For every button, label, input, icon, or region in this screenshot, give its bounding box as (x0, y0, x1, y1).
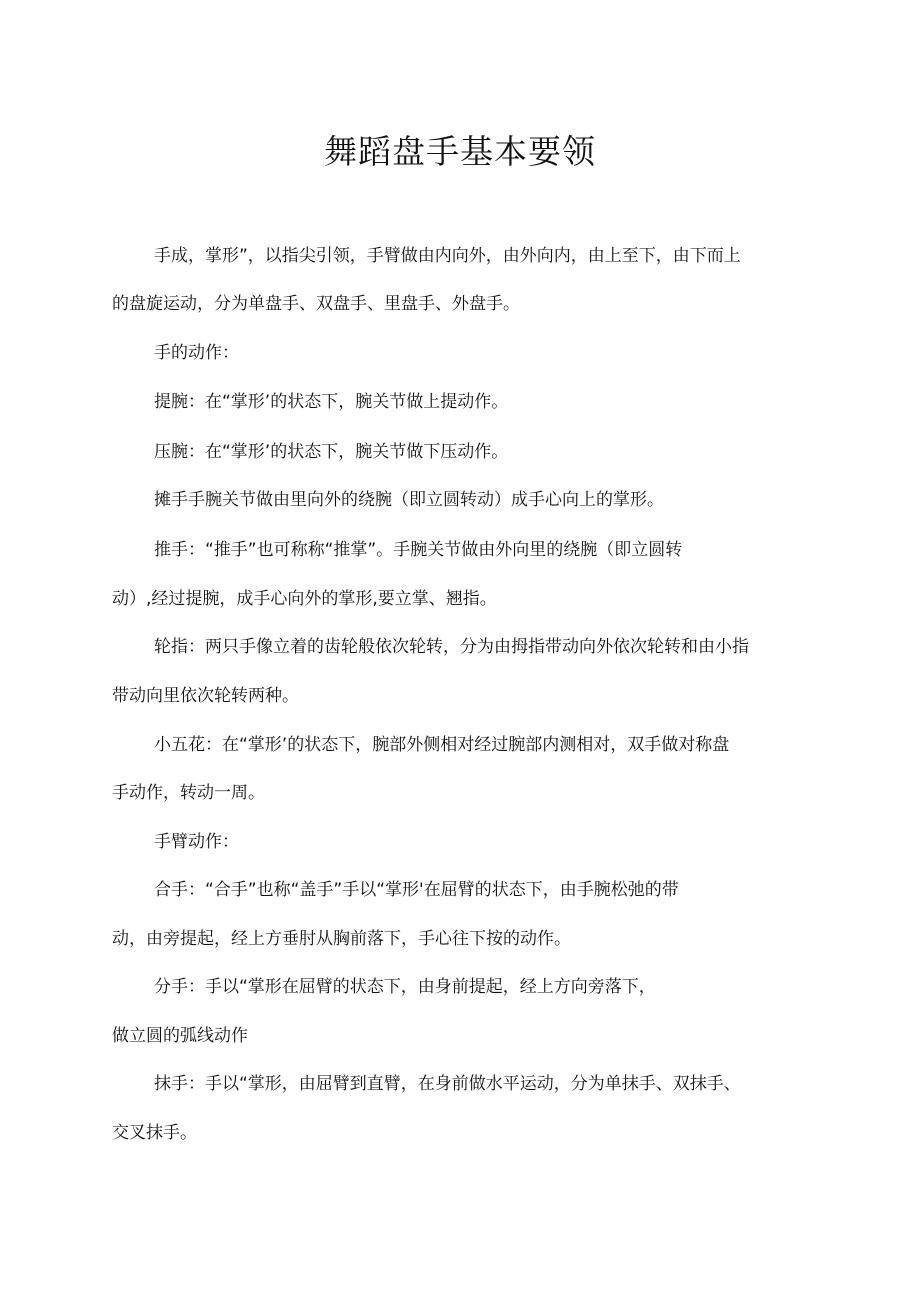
paragraph-line: 轮指：两只手像立着的齿轮般依次轮转，分为由拇指带动向外依次轮转和由小指 (154, 637, 749, 657)
paragraph-line: 摊手手腕关节做由里向外的绕腕（即立圆转动）成手心向上的掌形。 (154, 490, 664, 510)
paragraph-line: 抹手：手以“掌形，由屈臂到直臂，在身前做水平运动，分为单抹手、双抹手、 (154, 1074, 741, 1094)
paragraph-line: 动，由旁提起，经上方垂肘从胸前落下，手心往下按的动作。 (112, 929, 571, 949)
paragraph-line: 手的动作： (154, 343, 239, 363)
paragraph-line: 手动作，转动一周。 (112, 783, 265, 803)
paragraph-line: 的盘旋运动，分为单盘手、双盘手、里盘手、外盘手。 (112, 294, 520, 314)
document-title: 舞蹈盘手基本要领 (324, 132, 596, 171)
paragraph-line: 推手：“推手”也可称称“推掌”。手腕关节做由外向里的绕腕（即立圆转 (154, 540, 683, 560)
paragraph-line: 压腕：在“掌形’的状态下，腕关节做下压动作。 (154, 442, 509, 462)
paragraph-line: 动）,经过提腕，成手心向外的掌形,要立掌、翘指。 (112, 589, 497, 609)
paragraph-line: 手臂动作： (154, 832, 239, 852)
paragraph-line: 交叉抹手。 (112, 1123, 197, 1143)
paragraph-line: 合手：“合手”也称“盖手”手以“掌形'在屈臂的状态下，由手腕松弛的带 (154, 880, 679, 900)
paragraph-line: 小五花：在“掌形’的状态下，腕部外侧相对经过腕部内测相对，双手做对称盘 (154, 735, 730, 755)
paragraph-line: 分手：手以“掌形在屈臂的状态下，由身前提起，经上方向旁落下， (154, 977, 656, 997)
paragraph-line: 带动向里依次轮转两种。 (112, 686, 299, 706)
paragraph-line: 手成，掌形”，以指尖引领，手臂做由内向外，由外向内，由上至下，由下而上 (154, 246, 741, 266)
paragraph-line: 做立圆的弧线动作 (112, 1026, 248, 1046)
paragraph-line: 提腕：在“掌形’的状态下，腕关节做上提动作。 (154, 392, 509, 412)
